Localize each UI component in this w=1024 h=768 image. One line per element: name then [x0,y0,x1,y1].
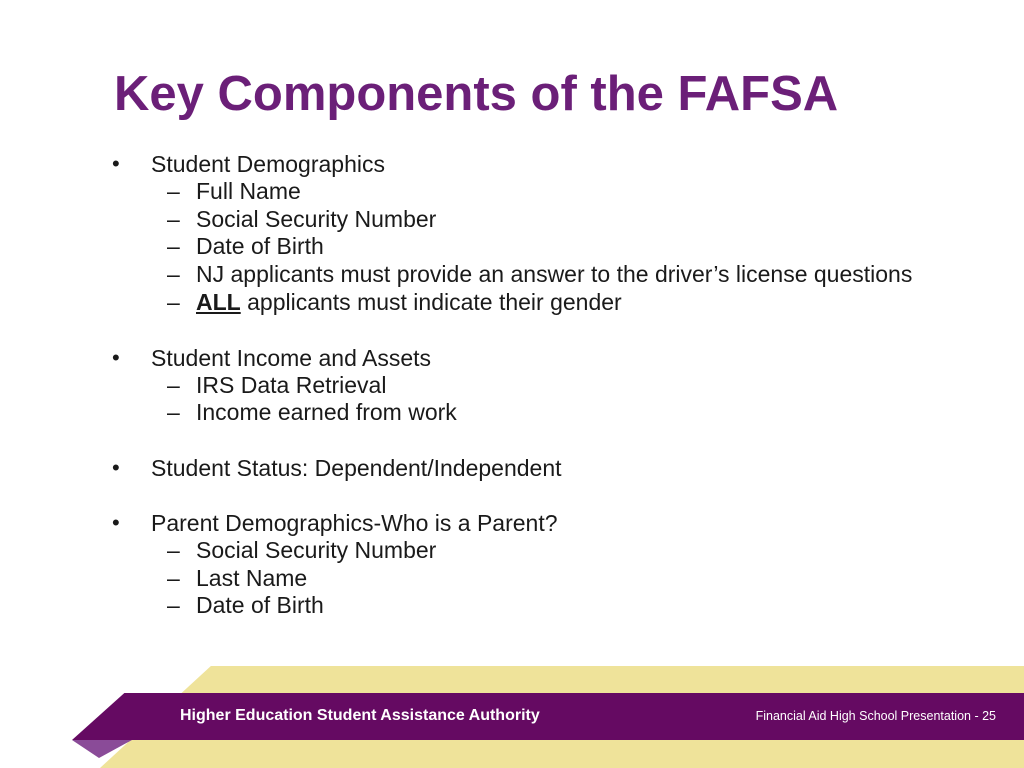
sub-item [151,289,1012,317]
sub-list [151,178,1012,317]
dash-marker: – [167,233,180,260]
emphasis-all: ALL [196,288,241,315]
dash-marker: – [167,261,180,288]
dash-marker: – [167,205,180,232]
dash-marker: – [167,371,180,398]
sub-item-text: Full Name [196,178,301,204]
sub-item-text: Social Security Number [196,536,437,563]
dash-marker: – [167,288,180,315]
bullet-marker: • [112,509,120,535]
bullet-item [112,454,1012,482]
sub-item-text: Social Security Number [196,205,437,232]
bullet-marker: • [112,454,120,480]
dash-marker: – [167,564,180,591]
sub-item [151,233,1012,261]
dash-marker: – [167,399,180,426]
sub-list [151,372,1012,427]
bullet-text: Student Income and Assets [151,344,432,371]
slide-title: Key Components of the FAFSA [114,67,839,121]
sub-item [151,399,1012,427]
bullet-item [112,150,1012,317]
bullet-marker: • [112,151,120,176]
sub-item-text: applicants must indicate their gender [240,288,622,315]
bullet-item [112,509,1012,620]
footer-organization: Higher Education Student Assistance Authority [180,707,540,724]
sub-item [151,178,1012,206]
sub-item [151,592,1012,620]
bullet-item [112,344,1012,427]
sub-item [151,537,1012,565]
sub-item-text: Date of Birth [196,592,324,619]
bullet-text: Student Status: Dependent/Independent [151,454,562,481]
sub-item-text: Income earned from work [196,399,457,426]
bullet-text: Student Demographics [151,151,385,177]
dash-marker: – [167,178,180,204]
sub-item [151,261,1012,289]
sub-item [151,565,1012,593]
sub-item-text: Last Name [196,564,308,591]
sub-list [151,537,1012,620]
bullet-text: Parent Demographics-Who is a Parent? [151,509,558,536]
footer-presentation-label: Financial Aid High School Presentation - 25 [755,709,996,723]
sub-item-text: NJ applicants must provide an answer to the driver’s license questions [196,261,913,288]
sub-item [151,206,1012,234]
sub-item-text: IRS Data Retrieval [196,371,387,398]
dash-marker: – [167,536,180,563]
sub-item-text: Date of Birth [196,233,324,260]
sub-item [151,372,1012,400]
bullet-list [112,150,1012,647]
bullet-marker: • [112,344,120,370]
dash-marker: – [167,592,180,619]
